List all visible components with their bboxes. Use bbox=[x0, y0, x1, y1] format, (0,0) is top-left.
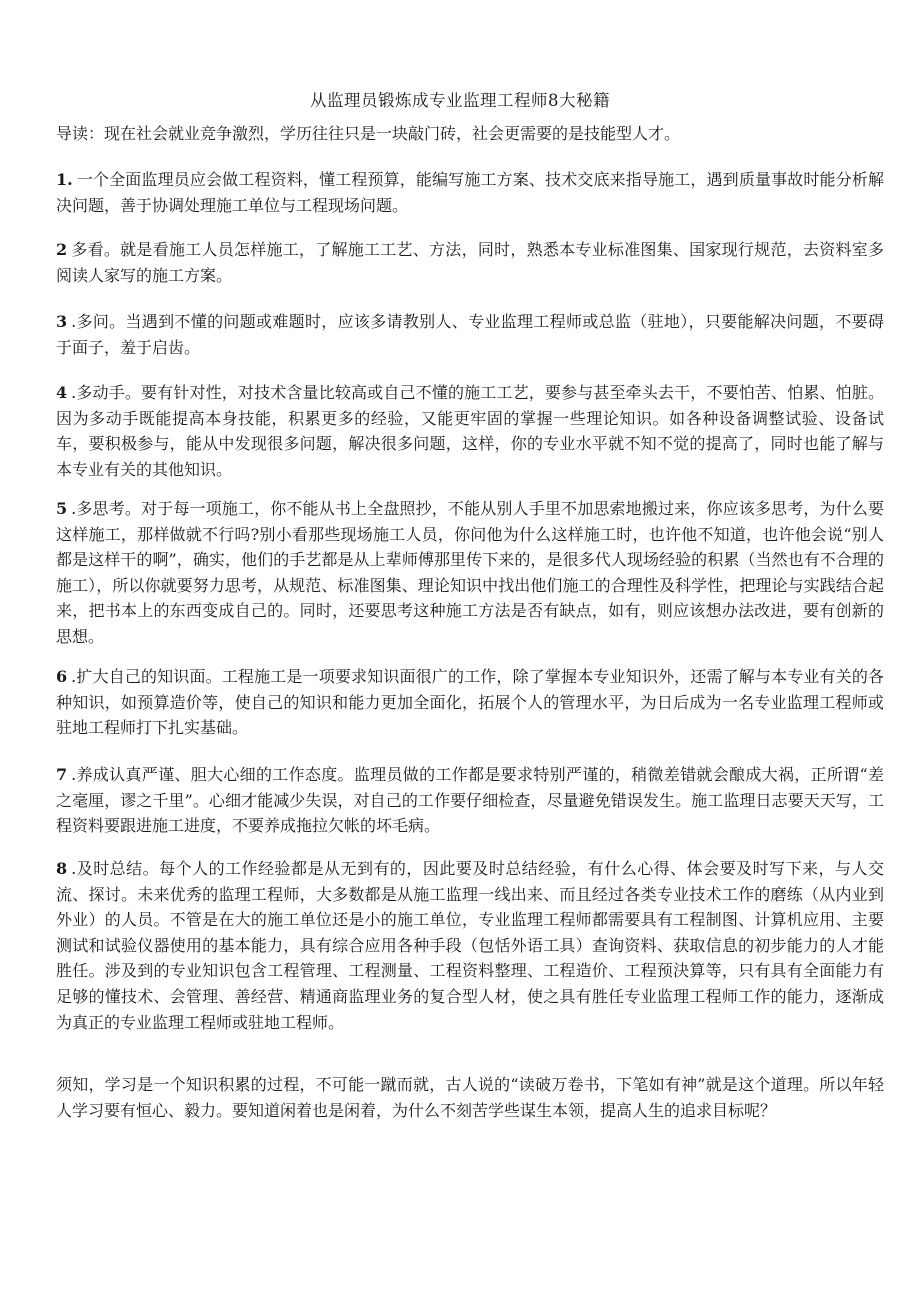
section-7 bbox=[56, 762, 884, 839]
section-text: 一个全面监理员应会做工程资料，懂工程预算，能编写施工方案、技术交底来指导施工，遇到质量事故时能分析解决问题，善于协调处理施工单位与工程现场问题。 bbox=[56, 170, 884, 215]
section-5 bbox=[56, 496, 884, 650]
section-number: 2 bbox=[56, 240, 68, 259]
section-3 bbox=[56, 309, 884, 360]
section-1 bbox=[56, 167, 884, 218]
section-number: 3 bbox=[56, 312, 68, 331]
section-number: 5 bbox=[56, 499, 68, 518]
section-8 bbox=[56, 856, 884, 1035]
section-text: .多问。当遇到不懂的问题或难题时，应该多请教别人、专业监理工程师或总监（驻地），只要能解决问题，不要碍于面子，羞于启齿。 bbox=[56, 312, 884, 357]
section-2 bbox=[56, 237, 884, 288]
section-number: 1. bbox=[56, 170, 73, 189]
page-title: 从监理员锻炼成专业监理工程师8大秘籍 bbox=[310, 91, 610, 110]
section-text: .多思考。对于每一项施工，你不能从书上全盘照抄，不能从别人手里不加思索地搬过来，你应该多思考，为什么要这样施工，那样做就不行吗?别小看那些现场施工人员，你问他为什么这样施工时，也许他不知道，也许他会说“别人都是这样干的啊”，确实，他们的手艺都是从上辈师傅那里传下来的，是很多代人现场经验的积累（当然也有不合理的施工），所以你就要努力思考，从规范、标准图集、理论知识中找出他们施工的合理性及科学性，把理论与实践结合起来，把书本上的东西变成自己的。同时，还要思考这种施工方法是否有缺点，如有，则应该想办法改进，要有创新的思想。 bbox=[56, 499, 884, 646]
section-text: 多看。就是看施工人员怎样施工，了解施工工艺、方法，同时，熟悉本专业标准图集、国家现行规范，去资料室多阅读人家写的施工方案。 bbox=[56, 240, 884, 285]
section-6 bbox=[56, 664, 884, 741]
section-number: 7 bbox=[56, 765, 68, 784]
section-4 bbox=[56, 380, 884, 482]
section-text: .及时总结。每个人的工作经验都是从无到有的，因此要及时总结经验，有什么心得、体会要及时写下来，与人交流、探讨。未来优秀的监理工程师，大多数都是从施工监理一线出来、而且经过各类专业技术工作的磨练（从内业到外业）的人员。不管是在大的施工单位还是小的施工单位，专业监理工程师都需要具有工程制图、计算机应用、主要测试和试验仪器使用的基本能力，具有综合应用各种手段（包恬外语工具）查询资料、获取信息的初步能力的人才能胜任。涉及到的专业知识包含工程管理、工程测量、工程资料整理、工程造价、工程预決算等，只有具有全面能力有足够的懂技术、会管理、善经营、精通商监理业务的复合型人材，使之具有胜任专业监理工程师工作的能力，逐渐成为真正的专业监理工程师或驻地工程师。 bbox=[56, 859, 884, 1032]
section-text: .养成认真严谨、胆大心细的工作态度。监理员做的工作都是要求特别严谨的，稍微差错就会酿成大祸，正所谓“差之毫厘，谬之千里”。心细才能减少失误，对自己的工作要仔细检查，尽量避免错误发生。施工监理日志要天天写，工程资料要跟进施工进度，不要养成拖拉欠帐的坏毛病。 bbox=[56, 765, 884, 836]
section-text: .多动手。要有针对性，对技术含量比较高或自己不懂的施工工艺，要参与甚至牵头去干，不要怕苦、怕累、怕脏。因为多动手既能提高本身技能，积累更多的经验，又能更牢固的掌握一些理论知识。如各种设备调整试验、设备试车，要积极参与，能从中发现很多问题，解决很多问题，这样，你的专业水平就不知不觉的提高了，同时也能了解与本专业有关的其他知识。 bbox=[56, 383, 884, 479]
intro-paragraph: 导读：现在社会就业竞争激烈，学历往往只是一块敲门砖，社会更需要的是技能型人才。 bbox=[56, 124, 681, 143]
section-number: 6 bbox=[56, 667, 68, 686]
section-text: .扩大自己的知识面。工程施工是一项要求知识面很广的工作，除了掌握本专业知识外，还需了解与本专业有关的各种知识，如预算造价等，使自己的知识和能力更加全面化，拓展个人的管理水平，为日后成为一名专业监理工程师或驻地工程师打下扎实基础。 bbox=[56, 667, 884, 738]
closing-paragraph: 须知，学习是一个知识积累的过程，不可能一蹴而就，古人说的“读破万卷书，下笔如有神”就是这个道理。所以年轻人学习要有恒心、毅力。要知道闲着也是闲着，为什么不刻苦学些谋生本领，提高人生的追求目标呢？ bbox=[56, 1075, 884, 1120]
section-number: 4 bbox=[56, 383, 68, 402]
section-number: 8 bbox=[56, 859, 68, 878]
